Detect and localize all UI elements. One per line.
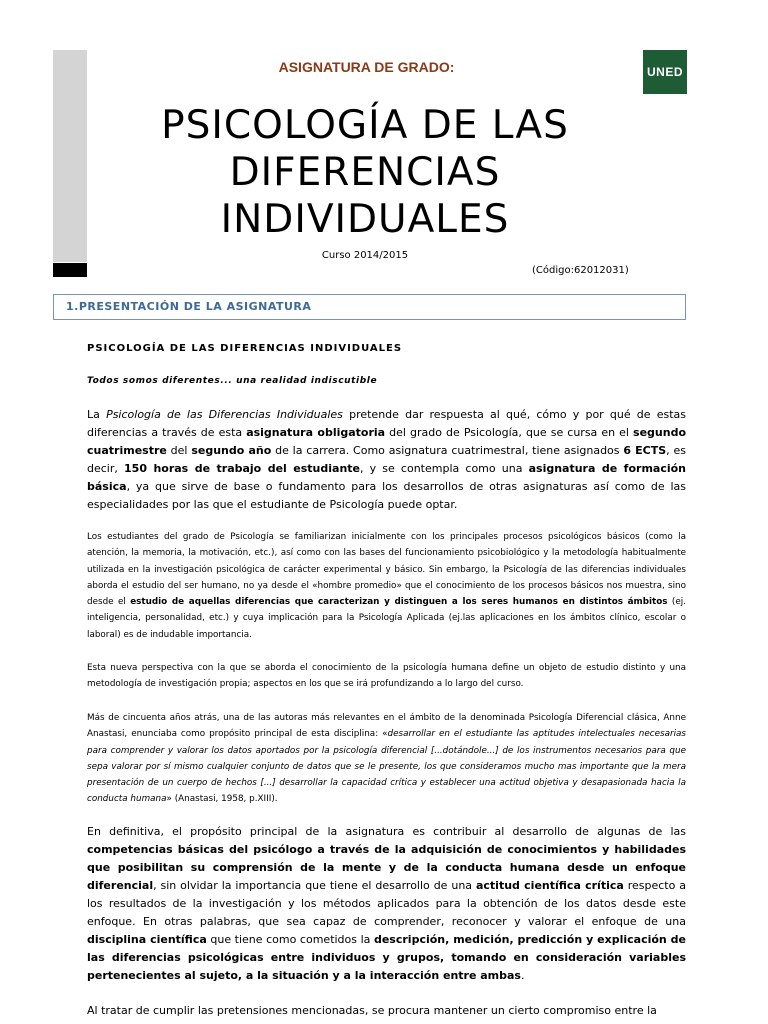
paragraph-4: Más de cincuenta años atrás, una de las autoras más relevantes en el ámbito de la denominada Psicología Diferencial clásica, Anne Anastasi, enunciaba como propósito principal de esta disciplina: «desarrollar en el estudiante las aptitudes intelectuales necesarias para comprender y valorar los datos aportados por la psicología diferencial [...dotándole...] de los instrumentos necesarios para que sepa valorar por sí mismo cualquier conjunto de datos que se le presente, los que consideramos mucho mas importante que la mera presentación de un cuerpo de hechos [...] desarrollar la capacidad crítica y establecer una actitud objetiva y desapasionada hacia la conducta humana» (Anastasi, 1958, p.XIII). [87, 713, 686, 805]
course-year: Curso 2014/2015 [321, 250, 409, 261]
paragraph-2: Los estudiantes del grado de Psicología se familiarizan inicialmente con los principales procesos psicológicos básicos (como la atención, la memoria, la motivación, etc.), así como con las bases del funcionamiento psicobiológico y la metodología habitualmente utilizada en la investigación psicológica de carácter experimental y básico. Sin embargo, la Psicología de las diferencias individuales aborda el estudio del ser humano, no ya desde el «hombre promedio» que el conocimiento de los procesos básicos nos muestra, sino desde el estudio de aquellas diferencias que caracterizan y distinguen a los seres humanos en distintos ámbitos (ej. inteligencia, personalidad, etc.) y cuya implicación para la Psicología Aplicada (ej.las aplicaciones en los ámbitos clínico, escolar o laboral) es de indudable importancia. [87, 532, 686, 640]
section-title: 1.PRESENTACIÓN DE LA ASIGNATURA [66, 300, 312, 313]
bold-text: asignatura de formación básica [87, 462, 687, 493]
italic-text: Psicología de las Diferencias Individuales [106, 408, 343, 421]
bold-text: segundo cuatrimestre [87, 426, 687, 457]
title-line-3: INDIVIDUALES [220, 197, 510, 242]
bold-text: competencias básicas del psicólogo a través de la adquisición de conocimientos y habilidades que posibilitan su comprensión de la mente y de la conducta humana desde un enfoque diferencial [87, 843, 686, 892]
paragraph-6: Al tratar de cumplir las pretensiones mencionadas, se procura mantener un cierto compromiso entre la [87, 1004, 657, 1017]
bold-text: segundo año [191, 444, 272, 457]
paragraph-1: La Psicología de las Diferencias Individuales pretende dar respuesta al qué, cómo y por qué de estas diferencias a través de esta asignatura obligatoria del grado de Psicología, que se cursa en el segundo cuatrimestre del segundo año de la carrera. Como asignatura cuatrimestral, tiene asignados 6 ECTS, es decir, 150 horas de trabajo del estudiante, y se contempla como una asignatura de formación básica, ya que sirve de base o fundamento para los desarrollos de otras asignaturas así como de las especialidades por las que el estudiante de Psicología puede optar. [87, 408, 687, 511]
bold-text: actitud científica crítica [475, 879, 624, 892]
sidebar-gray-bar [53, 50, 87, 262]
sidebar-black-bar [53, 263, 87, 277]
bold-text: descripción, medición, predicción y explicación de las diferencias psicológicas entre individuos y grupos, tomando en consideración variables pertenecientes al sujeto, a la situación y a la interacción entre ambas [87, 933, 686, 982]
title-line-1: PSICOLOGÍA DE LAS [161, 103, 569, 148]
subject-kicker: ASIGNATURA DE GRADO: [278, 59, 455, 75]
bold-text: disciplina científica [87, 933, 207, 946]
course-code: (Código:62012031) [532, 265, 629, 276]
bold-text: 6 ECTS [623, 444, 667, 457]
paragraph-5: En definitiva, el propósito principal de la asignatura es contribuir al desarrollo de algunas de las competencias básicas del psicólogo a través de la adquisición de conocimientos y habilidades que posibilitan su comprensión de la mente y de la conducta humana desde un enfoque diferencial, sin olvidar la importancia que tiene el desarrollo de una actitud científica crítica respecto a los resultados de la investigación y los métodos aplicados para la obtención de los datos desde este enfoque. En otras palabras, que sea capaz de comprender, reconocer y valorar el enfoque de una disciplina científica que tiene como cometidos la descripción, medición, predicción y explicación de las diferencias psicológicas entre individuos y grupos, tomando en consideración variables pertenecientes al sujeto, a la situación y a la interacción entre ambas. [87, 825, 687, 982]
section-header [53, 294, 686, 320]
paragraph-3: Esta nueva perspectiva con la que se aborda el conocimiento de la psicología humana define un objeto de estudio distinto y una metodología de investigación propia; aspectos en los que se irá profundizando a lo largo del curso. [87, 663, 686, 690]
subject-tagline: Todos somos diferentes... una realidad indiscutible [87, 376, 378, 386]
uned-logo: UNED [643, 50, 687, 94]
bold-text: asignatura obligatoria [246, 426, 386, 439]
bold-text: 150 horas de trabajo del estudiante [124, 462, 361, 475]
page-title [140, 102, 590, 243]
title-line-2: DIFERENCIAS [229, 150, 501, 195]
bold-text: estudio de aquellas diferencias que caracterizan y distinguen a los seres humanos en distintos ámbitos [130, 597, 668, 608]
subject-heading: PSICOLOGÍA DE LAS DIFERENCIAS INDIVIDUALES [87, 343, 403, 354]
italic-text: desarrollar en el estudiante las aptitudes intelectuales necesarias para comprender y valorar los datos aportados por la psicología diferencial [...dotándole...] de los instrumentos necesarios para que sepa valorar por sí mismo cualquier conjunto de datos que se le presente, los que consideramos mucho mas importante que la mera presentación de un cuerpo de hechos [...] desarrollar la capacidad crítica y establecer una actitud objetiva y desapasionada hacia la conducta humana [87, 729, 686, 805]
